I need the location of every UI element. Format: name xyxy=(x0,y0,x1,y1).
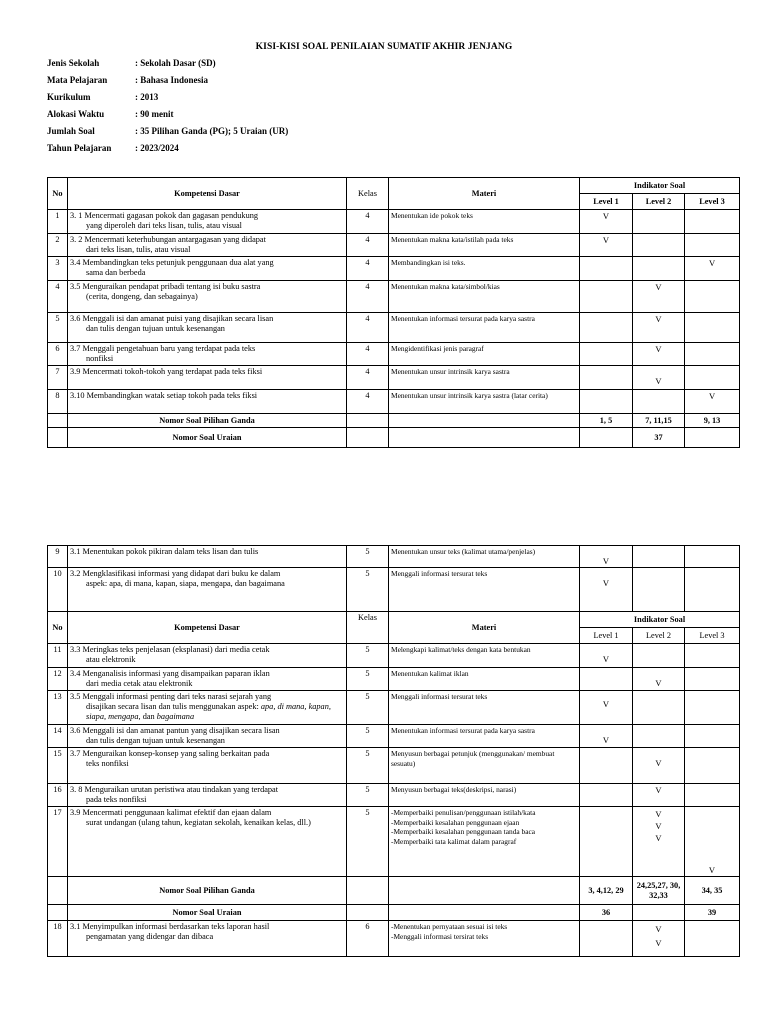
summary-level1: 36 xyxy=(580,905,633,921)
table-row xyxy=(48,281,740,313)
kd-cell xyxy=(68,257,347,281)
level3-check xyxy=(685,568,740,612)
materi-cell: Menyusun berbagai petunjuk (menggunakan/ membuat sesuatu) xyxy=(389,748,580,784)
kelas-cell: 5 xyxy=(347,644,389,668)
info-value: : Bahasa Indonesia xyxy=(135,75,209,85)
level3-check xyxy=(685,725,740,748)
kd-text-plain: sama dan berbeda xyxy=(86,268,146,277)
table-row xyxy=(48,546,740,568)
header-level3: Level 3 xyxy=(685,194,740,210)
materi-cell: Menggali informasi tersurat teks xyxy=(389,691,580,725)
level2-check xyxy=(633,390,685,414)
materi-cell xyxy=(389,921,580,957)
kd-text-plain: aspek: apa, di mana, kapan, siapa, mengapa, dan bagaimana xyxy=(86,579,285,588)
kelas-cell: 4 xyxy=(347,257,389,281)
level2-check xyxy=(633,568,685,612)
empty-cell xyxy=(389,905,580,921)
kelas-cell: 5 xyxy=(347,807,389,877)
level1-check xyxy=(580,807,633,877)
summary-row-ur xyxy=(48,905,740,921)
kd-cell xyxy=(68,313,347,343)
empty-cell xyxy=(389,414,580,428)
kd-text: 3.4 Menganalisis informasi yang disampaikan paparan iklan xyxy=(70,669,270,678)
table-row xyxy=(48,257,740,281)
table-row xyxy=(48,343,740,366)
info-row xyxy=(47,58,288,75)
kd-text-plain: disajikan secara lisan dan tulis menggunakan aspek: xyxy=(86,702,261,711)
kelas-cell: 4 xyxy=(347,343,389,366)
summary-level2 xyxy=(633,905,685,921)
level3-check xyxy=(685,234,740,257)
kelas-cell: 5 xyxy=(347,784,389,807)
kd-text-cont xyxy=(70,245,344,255)
info-value: : 90 menit xyxy=(135,109,174,119)
kd-text-plain: pengamatan yang didengar dan dibaca xyxy=(86,932,214,941)
kd-text: 3.7 Menggali pengetahuan baru yang terdapat pada teks xyxy=(70,344,256,353)
level2-check: V xyxy=(633,748,685,784)
summary-level3 xyxy=(685,428,740,448)
table-row xyxy=(48,568,740,612)
info-value: : 35 Pilihan Ganda (PG); 5 Uraian (UR) xyxy=(135,126,289,136)
kelas-cell: 5 xyxy=(347,546,389,568)
summary-level3: 34, 35 xyxy=(685,877,740,905)
summary-label: Nomor Soal Uraian xyxy=(68,905,347,921)
kelas-cell: 5 xyxy=(347,725,389,748)
level1-check: V xyxy=(580,691,633,725)
level1-check xyxy=(580,748,633,784)
level3-check xyxy=(685,210,740,234)
row-number: 13 xyxy=(48,691,68,725)
materi-item: - Memperbaiki kesalahan penggunaan ejaan xyxy=(391,818,577,828)
kd-text: 3.1 Menentukan pokok pikiran dalam teks lisan dan tulis xyxy=(70,547,259,556)
summary-level1: 1, 5 xyxy=(580,414,633,428)
kd-cell xyxy=(68,390,347,414)
kelas-cell: 5 xyxy=(347,668,389,691)
kelas-cell: 4 xyxy=(347,313,389,343)
level1-check: V xyxy=(580,644,633,668)
materi-item: - Memperbaiki tata kalimat dalam paragraf xyxy=(391,837,577,847)
kd-text-cont xyxy=(70,702,344,722)
kd-text-cont xyxy=(70,759,344,769)
kd-text-plain: dan tulis dengan tujuan untuk kesenangan xyxy=(86,736,225,745)
kd-text: 3.10 Membandingkan watak setiap tokoh pada teks fiksi xyxy=(70,391,258,400)
summary-row-pg xyxy=(48,414,740,428)
level1-check xyxy=(580,784,633,807)
row-number: 9 xyxy=(48,546,68,568)
kelas-cell: 4 xyxy=(347,366,389,390)
row-number: 1 xyxy=(48,210,68,234)
info-key: Jenis Sekolah xyxy=(47,58,100,68)
summary-level3: 9, 13 xyxy=(685,414,740,428)
kd-text: 3. 8 Menguraikan urutan peristiwa atau tindakan yang terdapat xyxy=(70,785,279,794)
level2-check xyxy=(633,807,685,877)
summary-level1: 3, 4,12, 29 xyxy=(580,877,633,905)
kd-text: 3.4 Membandingkan teks petunjuk penggunaan dua alat yang xyxy=(70,258,274,267)
kd-text-plain: dari teks lisan, tulis, atau visual xyxy=(86,245,191,254)
header-materi: Materi xyxy=(389,612,580,644)
kisi-table-2 xyxy=(47,545,740,957)
materi-item: - Menggali informasi tersirat teks xyxy=(391,932,577,942)
kelas-cell: 4 xyxy=(347,210,389,234)
summary-level3: 39 xyxy=(685,905,740,921)
row-number: 17 xyxy=(48,807,68,877)
kd-cell xyxy=(68,210,347,234)
level2-check: V xyxy=(633,784,685,807)
info-key: Tahun Pelajaran xyxy=(47,143,112,153)
kd-text: 3.7 Menguraikan konsep-konsep yang saling berkaitan pada xyxy=(70,749,270,758)
level1-check xyxy=(580,343,633,366)
level3-check xyxy=(685,366,740,390)
kd-text: 3.6 Menggali isi dan amanat pantun yang disajikan secara lisan xyxy=(70,726,280,735)
summary-label: Nomor Soal Uraian xyxy=(68,428,347,448)
info-row xyxy=(47,143,288,160)
kelas-cell: 5 xyxy=(347,568,389,612)
table-row xyxy=(48,210,740,234)
kd-cell xyxy=(68,644,347,668)
row-number: 8 xyxy=(48,390,68,414)
kelas-cell: 5 xyxy=(347,691,389,725)
level3-check xyxy=(685,644,740,668)
level2-check xyxy=(633,644,685,668)
kd-cell xyxy=(68,668,347,691)
level1-check: V xyxy=(580,725,633,748)
empty-cell xyxy=(347,905,389,921)
kd-text-plain: surat undangan (ulang tahun, kegiatan sekolah, kenaikan kelas, dll.) xyxy=(86,818,311,827)
row-number: 15 xyxy=(48,748,68,784)
row-number: 10 xyxy=(48,568,68,612)
level2-check: V xyxy=(633,366,685,390)
kd-text: 3.3 Meringkas teks penjelasan (eksplanasi) dari media cetak xyxy=(70,645,270,654)
materi-cell xyxy=(389,807,580,877)
row-number: 2 xyxy=(48,234,68,257)
kd-cell xyxy=(68,784,347,807)
check-mark: V xyxy=(655,938,662,948)
level1-check xyxy=(580,390,633,414)
materi-list xyxy=(391,922,577,941)
row-number: 7 xyxy=(48,366,68,390)
header-kd: Kompetensi Dasar xyxy=(68,178,347,210)
materi-cell: Menentukan ide pokok teks xyxy=(389,210,580,234)
kd-text-plain: nonfiksi xyxy=(86,354,114,363)
materi-cell: Menyusun berbagai teks(deskripsi, narasi) xyxy=(389,784,580,807)
empty-cell xyxy=(48,877,68,905)
header-materi: Materi xyxy=(389,178,580,210)
level3-check xyxy=(685,281,740,313)
kd-text-cont xyxy=(70,221,344,231)
kd-text-cont xyxy=(70,679,344,689)
info-value: : Sekolah Dasar (SD) xyxy=(135,58,216,68)
kd-text-cont xyxy=(70,655,344,665)
kd-cell xyxy=(68,366,347,390)
level2-check: V xyxy=(633,281,685,313)
table-row xyxy=(48,807,740,877)
level1-check xyxy=(580,281,633,313)
table-row xyxy=(48,234,740,257)
kd-text: 3.1 Menyimpulkan informasi berdasarkan teks laporan hasil xyxy=(70,922,270,931)
materi-cell: Menentukan kalimat iklan xyxy=(389,668,580,691)
kd-text-cont xyxy=(70,818,344,828)
header-level2: Level 2 xyxy=(633,628,685,644)
info-value: : 2023/2024 xyxy=(135,143,179,153)
empty-cell xyxy=(347,877,389,905)
kd-text: 3.5 Menggali informasi penting dari teks narasi sejarah yang xyxy=(70,692,272,701)
level3-check xyxy=(685,313,740,343)
kd-text-italic: apa, di mana, kapan, siapa, mengapa, xyxy=(86,702,331,721)
table-row xyxy=(48,366,740,390)
kd-text: 3.5 Menguraikan pendapat pribadi tentang isi buku sastra xyxy=(70,282,261,291)
table-row xyxy=(48,644,740,668)
level1-check xyxy=(580,257,633,281)
level2-check xyxy=(633,725,685,748)
level2-check xyxy=(633,257,685,281)
kisi-table-1 xyxy=(47,177,740,448)
level1-check xyxy=(580,668,633,691)
level3-check xyxy=(685,748,740,784)
level2-check xyxy=(633,210,685,234)
materi-item: - Memperbaiki kesalahan penggunaan tanda baca xyxy=(391,827,577,837)
check-mark: V xyxy=(655,821,662,831)
summary-row-pg xyxy=(48,877,740,905)
materi-cell: Menentukan makna kata/simbol/kias xyxy=(389,281,580,313)
kd-cell xyxy=(68,234,347,257)
materi-cell: Menentukan makna kata/istilah pada teks xyxy=(389,234,580,257)
table-row xyxy=(48,748,740,784)
empty-cell xyxy=(48,414,68,428)
row-number: 6 xyxy=(48,343,68,366)
summary-row-ur xyxy=(48,428,740,448)
level2-check xyxy=(633,234,685,257)
materi-list xyxy=(391,808,577,846)
kd-text-cont xyxy=(70,736,344,746)
table-row xyxy=(48,725,740,748)
table-row xyxy=(48,390,740,414)
kd-text-cont xyxy=(70,932,344,942)
kd-text: 3.9 Mencermati penggunaan kalimat efektif dan ejaan dalam xyxy=(70,808,272,817)
kelas-cell: 6 xyxy=(347,921,389,957)
kd-cell xyxy=(68,691,347,725)
level1-check: V xyxy=(580,210,633,234)
kd-text-plain: dari media cetak atau elektronik xyxy=(86,679,193,688)
level2-check: V xyxy=(633,343,685,366)
kd-text-plain: dan tulis dengan tujuan untuk kesenangan xyxy=(86,324,225,333)
info-row xyxy=(47,109,288,126)
kd-text-cont xyxy=(70,268,344,278)
kd-cell xyxy=(68,921,347,957)
kd-cell xyxy=(68,725,347,748)
kd-text-plain: yang diperoleh dari teks lisan, tulis, atau visual xyxy=(86,221,242,230)
summary-level2: 24,25,27, 30, 32,33 xyxy=(633,877,685,905)
level1-check xyxy=(580,313,633,343)
kd-text-cont xyxy=(70,292,344,302)
level2-check xyxy=(633,546,685,568)
materi-cell: Melengkapi kalimat/teks dengan kata bentukan xyxy=(389,644,580,668)
level3-check xyxy=(685,921,740,957)
level2-check: V xyxy=(633,668,685,691)
kd-cell xyxy=(68,568,347,612)
kd-text-plain: (cerita, dongeng, dan sebagainya) xyxy=(86,292,198,301)
kd-cell xyxy=(68,281,347,313)
level2-check: V xyxy=(633,313,685,343)
info-value: : 2013 xyxy=(135,92,159,102)
materi-cell: Menentukan informasi tersurat pada karya sastra xyxy=(389,313,580,343)
table-row xyxy=(48,784,740,807)
header-indikator: Indikator Soal xyxy=(580,612,740,628)
header-no: No xyxy=(48,612,68,644)
header-kelas: Kelas xyxy=(347,612,389,644)
kd-text-cont xyxy=(70,579,344,589)
info-key: Kurikulum xyxy=(47,92,91,102)
materi-cell: Menentukan unsur teks (kalimat utama/penjelas) xyxy=(389,546,580,568)
check-mark: V xyxy=(655,833,662,843)
kd-text-cont xyxy=(70,795,344,805)
materi-cell: Mengidentifikasi jenis paragraf xyxy=(389,343,580,366)
kd-text: 3. 1 Mencermati gagasan pokok dan gagasan pendukung xyxy=(70,211,259,220)
level1-check xyxy=(580,366,633,390)
kelas-cell: 5 xyxy=(347,748,389,784)
level2-check xyxy=(633,921,685,957)
level3-check: V xyxy=(685,257,740,281)
materi-item: - Menentukan pernyataan sesuai isi teks xyxy=(391,922,577,932)
materi-cell: Menggali informasi tersurat teks xyxy=(389,568,580,612)
row-number: 3 xyxy=(48,257,68,281)
level3-check xyxy=(685,546,740,568)
level3-check xyxy=(685,668,740,691)
level1-check: V xyxy=(580,568,633,612)
materi-cell: Menentukan unsur intrinsik karya sastra xyxy=(389,366,580,390)
kd-text: 3.2 Mengklasifikasi informasi yang didapat dari buku ke dalam xyxy=(70,569,281,578)
info-key: Alokasi Waktu xyxy=(47,109,105,119)
level3-check: V xyxy=(685,390,740,414)
row-number: 16 xyxy=(48,784,68,807)
kd-text-cont xyxy=(70,354,344,364)
level1-check xyxy=(580,921,633,957)
header-level3: Level 3 xyxy=(685,628,740,644)
kd-cell xyxy=(68,748,347,784)
kd-cell xyxy=(68,546,347,568)
kd-text-plain: teks nonfiksi xyxy=(86,759,129,768)
table-row xyxy=(48,691,740,725)
kd-text: 3. 2 Mencermati keterhubungan antargagasan yang didapat xyxy=(70,235,266,244)
summary-level2: 7, 11,15 xyxy=(633,414,685,428)
empty-cell xyxy=(389,428,580,448)
check-mark: V xyxy=(655,809,662,819)
empty-cell xyxy=(48,428,68,448)
empty-cell xyxy=(48,905,68,921)
level1-check: V xyxy=(580,546,633,568)
kd-text: 3.9 Mencermati tokoh-tokoh yang terdapat pada teks fiksi xyxy=(70,367,263,376)
header-level1: Level 1 xyxy=(580,628,633,644)
kelas-cell: 4 xyxy=(347,390,389,414)
table-row xyxy=(48,668,740,691)
kd-cell xyxy=(68,807,347,877)
header-indikator: Indikator Soal xyxy=(580,178,740,194)
empty-cell xyxy=(347,414,389,428)
materi-item: - Memperbaiki penulisan/penggunaan istilah/kata xyxy=(391,808,577,818)
summary-label: Nomor Soal Pilihan Ganda xyxy=(68,414,347,428)
kelas-cell: 4 xyxy=(347,281,389,313)
document-title: KISI-KISI SOAL PENILAIAN SUMATIF AKHIR JENJANG xyxy=(255,42,513,52)
level1-check: V xyxy=(580,234,633,257)
header-kd: Kompetensi Dasar xyxy=(68,612,347,644)
kd-text-italic: bagaimana xyxy=(156,712,195,721)
row-number: 5 xyxy=(48,313,68,343)
table-row xyxy=(48,921,740,957)
header-no: No xyxy=(48,178,68,210)
info-row xyxy=(47,126,288,143)
row-number: 12 xyxy=(48,668,68,691)
kd-text: 3.6 Menggali isi dan amanat puisi yang disajikan secara lisan xyxy=(70,314,274,323)
check-mark: V xyxy=(655,924,662,934)
row-number: 4 xyxy=(48,281,68,313)
level3-check xyxy=(685,343,740,366)
table-row xyxy=(48,313,740,343)
empty-cell xyxy=(389,877,580,905)
summary-label: Nomor Soal Pilihan Ganda xyxy=(68,877,347,905)
info-key: Jumlah Soal xyxy=(47,126,95,136)
kelas-cell: 4 xyxy=(347,234,389,257)
materi-cell: Membandingkan isi teks. xyxy=(389,257,580,281)
info-block xyxy=(47,58,288,160)
header-kelas: Kelas xyxy=(347,178,389,210)
empty-cell xyxy=(347,428,389,448)
level3-check: V xyxy=(685,807,740,877)
materi-cell: Menentukan unsur intrinsik karya sastra (latar cerita) xyxy=(389,390,580,414)
info-row xyxy=(47,92,288,109)
header-level2: Level 2 xyxy=(633,194,685,210)
header-level1: Level 1 xyxy=(580,194,633,210)
kd-text-plain: atau elektronik xyxy=(86,655,136,664)
level3-check xyxy=(685,784,740,807)
summary-level1 xyxy=(580,428,633,448)
materi-cell: Menentukan informasi tersurat pada karya sastra xyxy=(389,725,580,748)
kd-text-cont xyxy=(70,324,344,334)
row-number: 14 xyxy=(48,725,68,748)
row-number: 18 xyxy=(48,921,68,957)
kd-text-plain: dan xyxy=(140,712,157,721)
info-key: Mata Pelajaran xyxy=(47,75,108,85)
row-number: 11 xyxy=(48,644,68,668)
summary-level2: 37 xyxy=(633,428,685,448)
level2-check xyxy=(633,691,685,725)
kd-text-plain: pada teks nonfiksi xyxy=(86,795,147,804)
level3-check xyxy=(685,691,740,725)
info-row xyxy=(47,75,288,92)
kd-cell xyxy=(68,343,347,366)
